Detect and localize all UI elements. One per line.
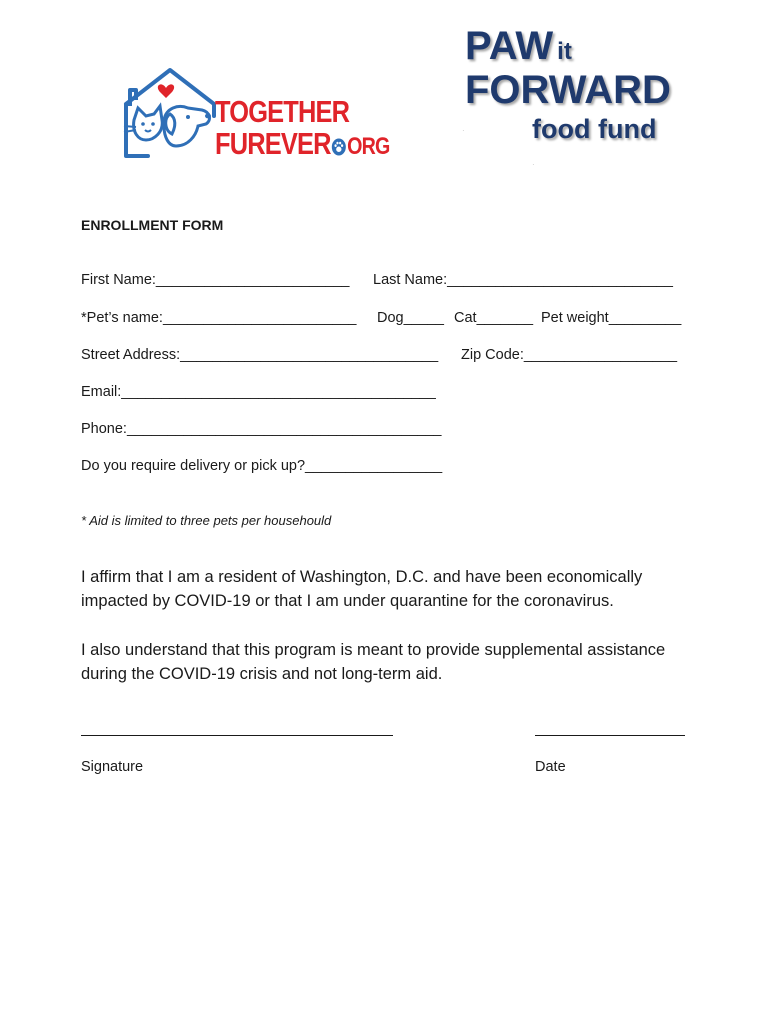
faint-mark: · xyxy=(462,126,465,135)
house-pets-icon xyxy=(118,64,218,164)
aid-limit-note: * Aid is limited to three pets per househould xyxy=(81,513,332,528)
paw-word: PAW xyxy=(465,24,554,68)
signature-line[interactable] xyxy=(81,735,393,736)
first-name-field[interactable]: First Name:________________________ xyxy=(81,272,350,288)
street-address-field[interactable]: Street Address:________________________________ xyxy=(81,347,439,363)
affirm-paragraph: I affirm that I am a resident of Washington, D.C. and have been economically impacted by COVID-19 or that I am under quarantine for the coronavirus. xyxy=(81,568,643,610)
logo-line-together: TOGETHER xyxy=(215,94,350,129)
zip-code-field[interactable]: Zip Code:___________________ xyxy=(461,347,678,363)
form-title: ENROLLMENT FORM xyxy=(81,217,224,233)
food-fund-text: food fund xyxy=(532,114,657,144)
understand-paragraph: I also understand that this program is meant to provide supplemental assistance during the COVID-19 crisis and not long-term aid. xyxy=(81,641,666,683)
paw-print-icon xyxy=(332,138,347,156)
signature-label: Signature xyxy=(81,759,144,775)
date-label: Date xyxy=(535,759,566,775)
pet-weight-field[interactable]: Pet weight_________ xyxy=(541,310,682,326)
delivery-pickup-field[interactable]: Do you require delivery or pick up?_________________ xyxy=(81,458,443,474)
dog-field[interactable]: Dog_____ xyxy=(377,310,444,326)
faint-mark: · xyxy=(532,160,535,169)
pets-name-field[interactable]: *Pet’s name:________________________ xyxy=(81,310,357,326)
cat-field[interactable]: Cat_______ xyxy=(454,310,534,326)
email-field[interactable]: Email:_______________________________________ xyxy=(81,384,436,400)
forward-word: FORWARD xyxy=(465,68,671,112)
phone-field[interactable]: Phone:_______________________________________ xyxy=(81,421,442,437)
date-line[interactable] xyxy=(535,735,685,736)
logo-line-furever: FUREVER ORG xyxy=(215,126,390,161)
last-name-field[interactable]: Last Name:____________________________ xyxy=(373,272,673,288)
it-word: it xyxy=(557,38,572,65)
paw-it-forward-line1 xyxy=(465,24,572,69)
